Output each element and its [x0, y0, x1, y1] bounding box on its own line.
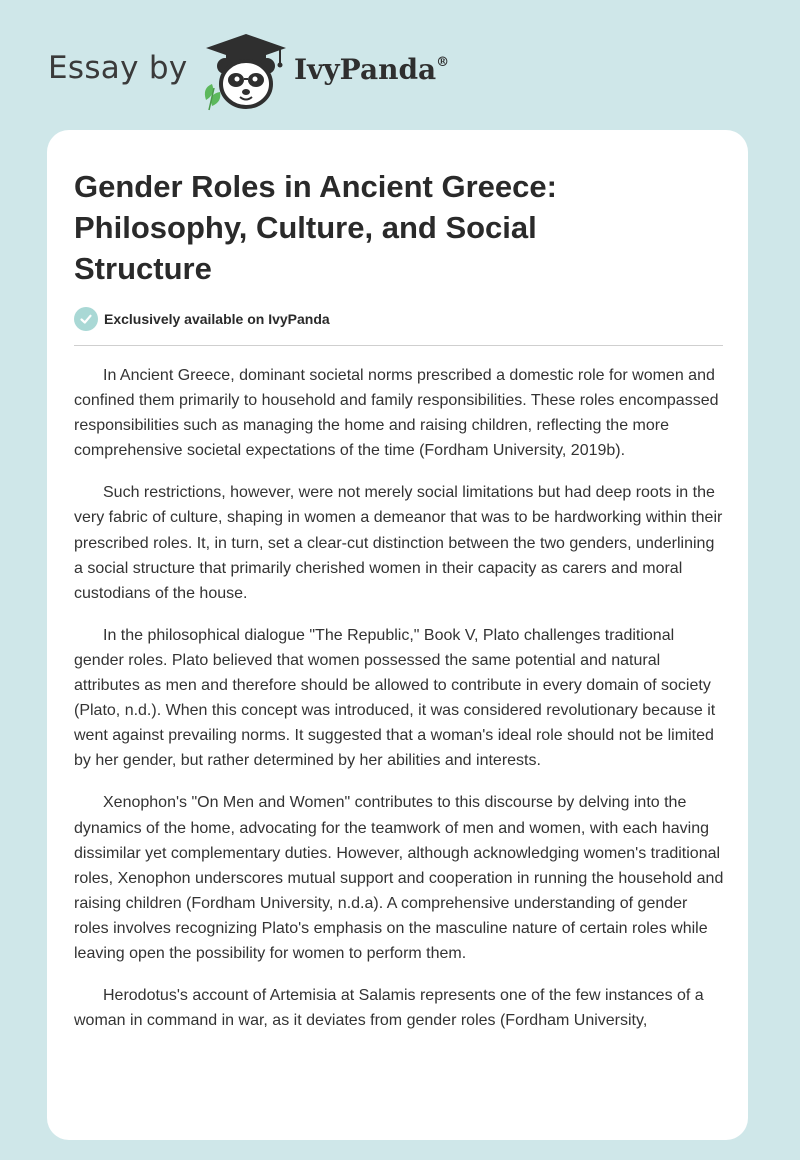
title-divider — [74, 345, 723, 346]
paragraph: Herodotus's account of Artemisia at Salamis represents one of the few instances of a woman in command in war, as it deviates from gender roles (Fordham University, — [74, 987, 704, 1030]
paragraph: Xenophon's "On Men and Women" contributes to this discourse by delving into the dynamics of the home, advocating for the teamwork of men and women, with each having dissimilar yet complementary duties. However, although acknowledging women's traditional roles, Xenophon underscores mutual support and cooperation in running the household and raising children (Fordham University, n.d.a). A comprehensive understanding of gender roles involves recognizing Plato's emphasis on the masculine nature of certain roles while leaving open the possibility for women to perform them. — [74, 794, 724, 962]
essay-by-label: Essay by — [48, 50, 188, 86]
paragraph: Such restrictions, however, were not merely social limitations but had deep roots in the very fabric of culture, shaping in women a demeanor that was to be hardworking within their prescribed roles. It, in turn, set a clear-cut distinction between the two genders, underlining a social structure that primarily cherished women in their capacity as carers and moral custodians of the house. — [74, 484, 723, 602]
essay-body — [74, 363, 724, 1050]
brand-name[interactable] — [294, 53, 449, 86]
brand-text: IvyPanda — [294, 53, 437, 86]
checkmark-icon — [79, 312, 93, 326]
trademark-symbol: ® — [436, 55, 450, 70]
exclusive-label: Exclusively available on IvyPanda — [104, 311, 330, 327]
panda-logo-icon[interactable] — [200, 32, 292, 112]
check-circle-icon — [74, 307, 98, 331]
exclusive-badge — [74, 307, 330, 331]
paragraph: In the philosophical dialogue "The Republic," Book V, Plato challenges traditional gender roles. Plato believed that women possessed the same potential and natural attributes as men and therefore should be allowed to contribute in every domain of society (Plato, n.d.). When this concept was introduced, it was considered revolutionary because it went against prevailing norms. It suggested that a woman's ideal role should not be limited by her gender, but rather determined by her abilities and interests. — [74, 626, 716, 770]
site-header — [0, 0, 800, 130]
essay-title: Gender Roles in Ancient Greece: Philosophy, Culture, and Social Structure — [74, 169, 557, 286]
essay-card — [47, 130, 748, 1140]
paragraph: In Ancient Greece, dominant societal norms prescribed a domestic role for women and confined them primarily to household and family responsibilities. These roles encompassed responsibilities such as managing the home and raising children, reflecting the more comprehensive societal expectations of the time (Fordham University, 2019b). — [74, 367, 719, 460]
